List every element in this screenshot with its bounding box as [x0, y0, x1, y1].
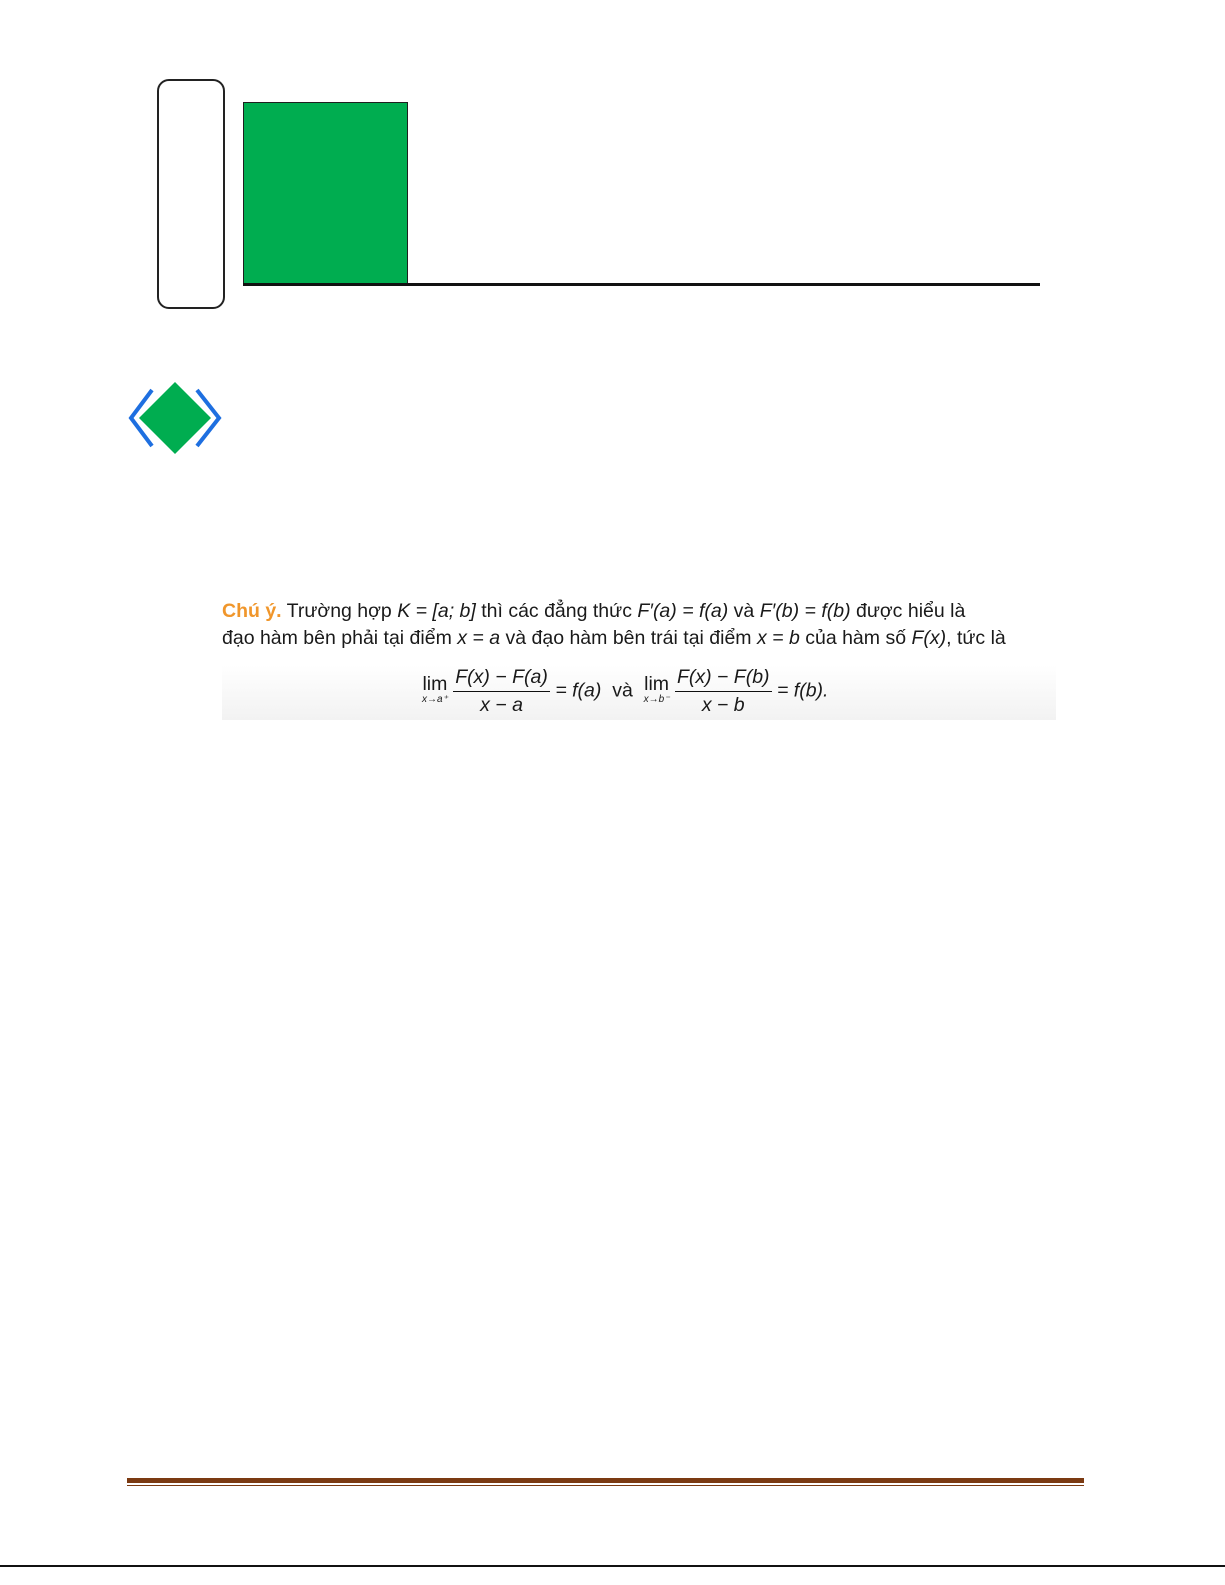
diamond-chevron-icon — [127, 380, 227, 456]
limit-operator — [422, 672, 448, 708]
fraction-denominator: x − b — [701, 694, 745, 716]
math-expression: F′(b) = f(b) — [759, 600, 851, 622]
math-expression: K = [a; b] — [397, 600, 476, 622]
lim-subscript: x→a⁺ — [422, 693, 448, 705]
limit-formula — [422, 664, 828, 720]
note-text: đạo hàm bên phải tại điểm — [222, 627, 452, 649]
note-text: , tức là — [946, 627, 1006, 649]
lim-text: lim — [422, 672, 448, 695]
page-bottom-rule — [0, 1565, 1225, 1567]
math-expression: = f(b). — [776, 679, 829, 702]
note-text: của hàm số — [805, 627, 907, 649]
note-line-1 — [222, 598, 1056, 625]
fraction — [675, 664, 772, 719]
fraction-numerator: F(x) − F(a) — [453, 664, 550, 692]
note-text: Trường hợp — [286, 600, 392, 622]
fraction — [453, 664, 550, 719]
math-expression: F′(a) = f(a) — [637, 600, 729, 622]
lim-subscript: x→b⁻ — [643, 693, 670, 705]
math-expression: x = b — [756, 627, 800, 649]
note-label: Chú ý. — [222, 600, 282, 622]
math-expression: F(x) — [911, 627, 947, 649]
note-line-2 — [222, 625, 1056, 652]
note-text: và — [733, 600, 755, 622]
limit-operator — [643, 672, 670, 708]
fraction-numerator: F(x) − F(b) — [675, 664, 772, 692]
note-text: và — [612, 679, 633, 702]
footer-rule-thin — [127, 1485, 1084, 1486]
note-text: được hiểu là — [856, 600, 966, 622]
note-text: và đạo hàm bên trái tại điểm — [505, 627, 752, 649]
chapter-green-block — [243, 102, 408, 284]
footer-rule — [127, 1478, 1084, 1483]
note-text: thì các đẳng thức — [481, 600, 632, 622]
math-expression: = f(a) — [555, 679, 602, 702]
note-box — [222, 598, 1056, 720]
math-expression: x = a — [457, 627, 501, 649]
fraction-denominator: x − a — [480, 694, 523, 716]
header-rule — [243, 283, 1040, 286]
lim-text: lim — [644, 672, 670, 695]
chapter-tab-frame — [157, 79, 225, 309]
